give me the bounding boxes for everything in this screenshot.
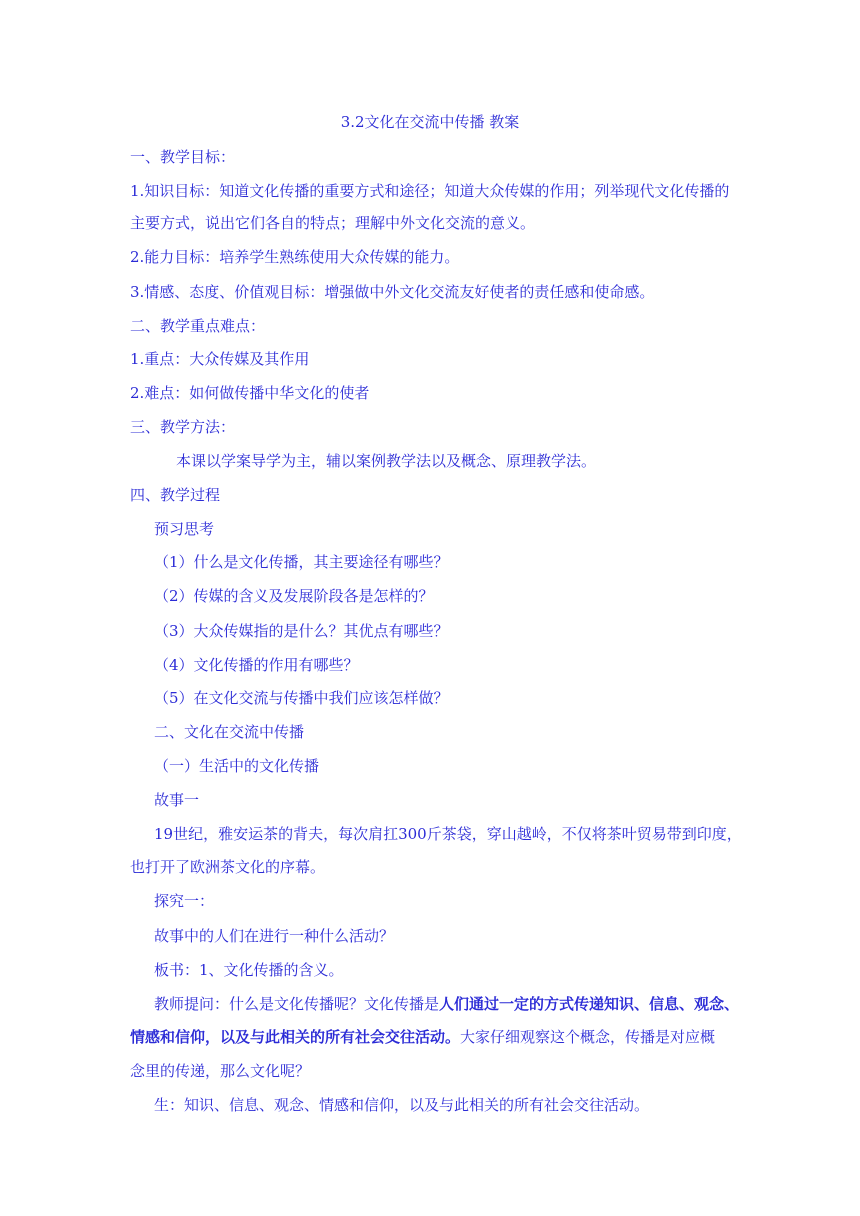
teacher-question-text: 教师提问：什么是文化传播呢？文化传播是 [154, 995, 440, 1013]
document-title: 3.2文化在交流中传播 教案 [340, 113, 520, 131]
inquiry-question: 故事中的人们在进行一种什么活动？ [154, 927, 395, 945]
story-text-line1: 19世纪，雅安运茶的背夫，每次肩扛300斤茶袋，穿山越岭，不仅将茶叶贸易带到印度， [154, 825, 742, 843]
story-heading: 故事一 [154, 791, 200, 809]
objective-values: 3.情感、态度、价值观目标：增强做中外文化交流友好使者的责任感和使命感。 [130, 283, 655, 301]
preview-question-1: （1）什么是文化传播，其主要途径有哪些？ [154, 553, 449, 571]
preview-question-5: （5）在文化交流与传播中我们应该怎样做？ [154, 689, 449, 707]
section-heading-methods: 三、教学方法： [130, 418, 236, 436]
section-heading-key-points: 二、教学重点难点： [130, 317, 266, 335]
preview-question-4: （4）文化传播的作用有哪些？ [154, 656, 359, 674]
subsection-heading: 二、文化在交流中传播 [154, 723, 305, 741]
teacher-question-line2 [130, 1026, 730, 1048]
objective-knowledge-line1: 1.知识目标：知道文化传播的重要方式和途径；知道大众传媒的作用；列举现代文化传播的 [130, 182, 730, 200]
teacher-question-followup: 大家仔细观察这个概念，传播是对应概 [460, 1028, 716, 1046]
objective-knowledge-line2: 主要方式，说出它们各自的特点；理解中外文化交流的意义。 [130, 214, 536, 232]
section-heading-objectives: 一、教学目标： [130, 148, 236, 166]
subsection-life-heading: （一）生活中的文化传播 [154, 757, 320, 775]
preview-heading: 预习思考 [154, 520, 215, 538]
board-note: 板书：1、文化传播的含义。 [154, 961, 344, 979]
inquiry-heading: 探究一： [154, 892, 215, 910]
section-heading-process: 四、教学过程 [130, 486, 221, 504]
preview-question-3: （3）大众传媒指的是什么？其优点有哪些？ [154, 622, 449, 640]
definition-bold-part2: 情感和信仰，以及与此相关的所有社会交往活动。 [130, 1028, 461, 1046]
story-text-line2: 也打开了欧洲茶文化的序幕。 [130, 858, 326, 876]
teacher-question-line3: 念里的传递，那么文化呢？ [130, 1062, 311, 1080]
key-point: 1.重点：大众传媒及其作用 [130, 350, 310, 368]
student-answer: 生：知识、信息、观念、情感和信仰，以及与此相关的所有社会交往活动。 [154, 1096, 650, 1114]
preview-question-2: （2）传媒的含义及发展阶段各是怎样的？ [154, 587, 434, 605]
teacher-question-line1 [154, 993, 754, 1015]
difficult-point: 2.难点：如何做传播中华文化的使者 [130, 384, 370, 402]
objective-ability: 2.能力目标：培养学生熟练使用大众传媒的能力。 [130, 248, 460, 266]
definition-bold-part1: 人们通过一定的方式传递知识、信息、观念、 [439, 995, 740, 1013]
methods-text: 本课以学案导学为主，辅以案例教学法以及概念、原理教学法。 [176, 452, 597, 470]
